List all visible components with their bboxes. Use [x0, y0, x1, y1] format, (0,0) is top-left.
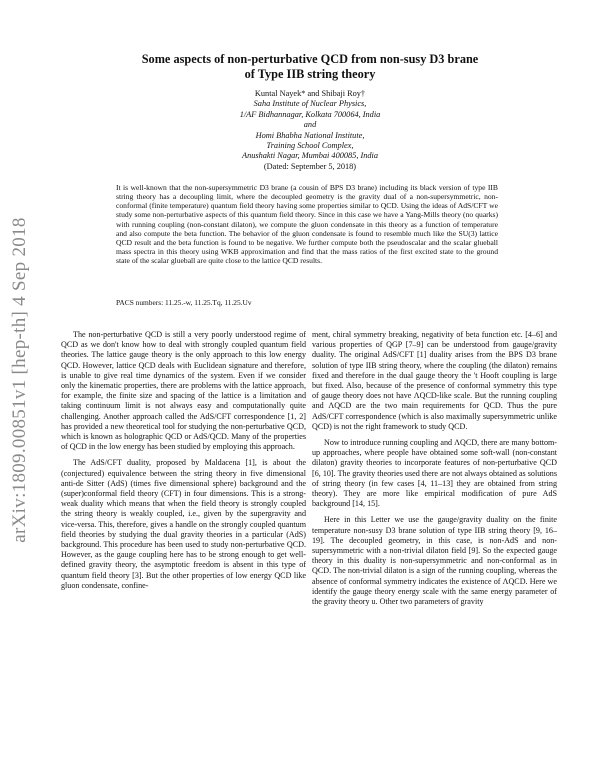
paragraph: The AdS/CFT duality, proposed by Maldacena [1], is about the (conjectured) equivalence between the string theory in five dimensional anti-de Sitter (AdS) (times five dimensional sphere) background and the (super)conformal field theory (CFT) in four dimensions. This is a strong-weak duality which means that when the field theory is strongly coupled the string theory is weakly coupled, i.e., given by the supergravity and vice-versa. This, therefore, gives a handle on the strongly coupled quantum field theories by studying the dual gravity theories in a particular (AdS) background. This procedure has been used to study non-perturbative QCD. However, as the gauge coupling here has to be strong enough to get well-defined gravity theory, the asymptotic freedom is absent in this type of quantum field theory [3]. But the other properties of low energy QCD like gluon condensate, confine-: [61, 458, 306, 590]
right-column: [312, 330, 557, 613]
affiliation-2-line-3: Anushakti Nagar, Mumbai 400085, India: [242, 151, 378, 161]
paragraph: The non-perturbative QCD is still a very poorly understood regime of QCD as we don't know how to deal with strongly coupled quantum field theories. The lattice gauge theory is the only approach to this low energy QCD. However, lattice QCD deals with Euclidean signature and therefore, is unable to give real time dynamics of the system. Even if we consider only the kinematic properties, there are problems with the lattice approach, for example, the finite size and spacing of the lattice is a limitation and taking continuum limit is not always easy and computationally quite challenging. Another approach called the AdS/CFT correspondence [1, 2] has provided a new theoretical tool for studying the non-perturbative QCD, which is known as holographic QCD or AdS/QCD. Many of the properties of QCD in the low energy has been studied by employing this approach.: [61, 330, 306, 452]
author-names: Kuntal Nayek* and Shibaji Roy†: [254, 89, 366, 98]
arxiv-identifier: arXiv:1809.00851v1 [hep-th] 4 Sep 2018: [9, 217, 30, 543]
abstract: It is well-known that the non-supersymmetric D3 brane (a cousin of BPS D3 brane) including its black version of type IIB string theory has a decoupling limit, where the decoupled geometry is the gravity dual of a non-supersymmetric, non-conformal (finite temperature) quantum field theory having some properties similar to QCD. Using the ideas of AdS/CFT we study some non-perturbative aspects of this quantum field theory. Since in this case we have a Yang-Mills theory (no quarks) with running coupling (non-constant dilaton), we compute the gluon condensate in this theory as a function of temperature and also compute the beta function. The behavior of the gluon condensate is found to resemble much like the SU(3) lattice QCD result and the beta function is found to be negative. We further compute both the pseudoscalar and the scalar glueball mass spectra in this theory using WKB approximation and find that the mass ratios of the first excited state to the ground state of the scalar glueball are quite close to the lattice QCD results.: [116, 183, 498, 266]
affiliation-1-line-2: 1/AF Bidhannagar, Kolkata 700064, India: [239, 109, 381, 119]
affiliation-and: and: [303, 120, 317, 130]
title-line-2: of Type IIB string theory: [244, 67, 376, 81]
paragraph: Here in this Letter we use the gauge/gravity duality on the finite temperature non-susy D3 brane solution of type IIB string theory [9, 16–19]. The decoupled geometry, in this case, is non-AdS and non-supersymmetric with a non-trivial dilaton field [9]. So the expected gauge theory in this duality is non-supersymmetric and non-conformal as in QCD. The non-trivial dilaton is a sign of the running coupling, whereas the absence of conformal symmetry indicates the existence of ΛQCD. Here we identify the gauge theory energy scale with the same energy parameter of the gravity theory u. Other two parameters of gravity: [312, 515, 557, 607]
arxiv-stamp: [4, 170, 36, 590]
date-line: (Dated: September 5, 2018): [263, 161, 357, 171]
title-line-1: Some aspects of non-perturbative QCD from non-susy D3 brane: [141, 52, 479, 66]
paragraph: Now to introduce running coupling and ΛQCD, there are many bottom-up approaches, where people have obtained some soft-wall (non-constant dilaton) gravity theories to incorporate features of non-perturbative QCD [6, 10]. The gravity theories used there are not always obtained as solutions of string theory (in few cases [4, 11–13] they are obtained from string theory). They are more like empirical modification of pure AdS background [14, 15].: [312, 438, 557, 509]
affiliation-1-line-1: Saha Institute of Nuclear Physics,: [253, 99, 367, 109]
paragraph: ment, chiral symmetry breaking, negativity of beta function etc. [4–6] and various properties of QGP [7–9] can be understood from gauge/gravity duality. The original AdS/CFT [1] duality arises from the BPS D3 brane solution of type IIB string theory, where the coupling (the dilaton) remains fixed and therefore in the dual gauge theory the 't Hooft coupling is large but fixed. Also, because of the presence of conformal symmetry this type of gauge theory does not have ΛQCD-like scale. But the running coupling and ΛQCD are the two main requirements for QCD. Thus the pure AdS/CFT correspondence (which is also maximally supersymmetric unlike QCD) is not the right framework to study QCD.: [312, 330, 557, 431]
paper-title: [90, 52, 530, 82]
pacs-numbers: PACS numbers: 11.25.-w, 11.25.Tq, 11.25.Uv: [116, 298, 252, 307]
affiliation-2-line-1: Homi Bhabha National Institute,: [255, 130, 365, 140]
author-block: [90, 89, 530, 172]
affiliation-2-line-2: Training School Complex,: [266, 141, 354, 151]
left-column: [61, 330, 306, 597]
